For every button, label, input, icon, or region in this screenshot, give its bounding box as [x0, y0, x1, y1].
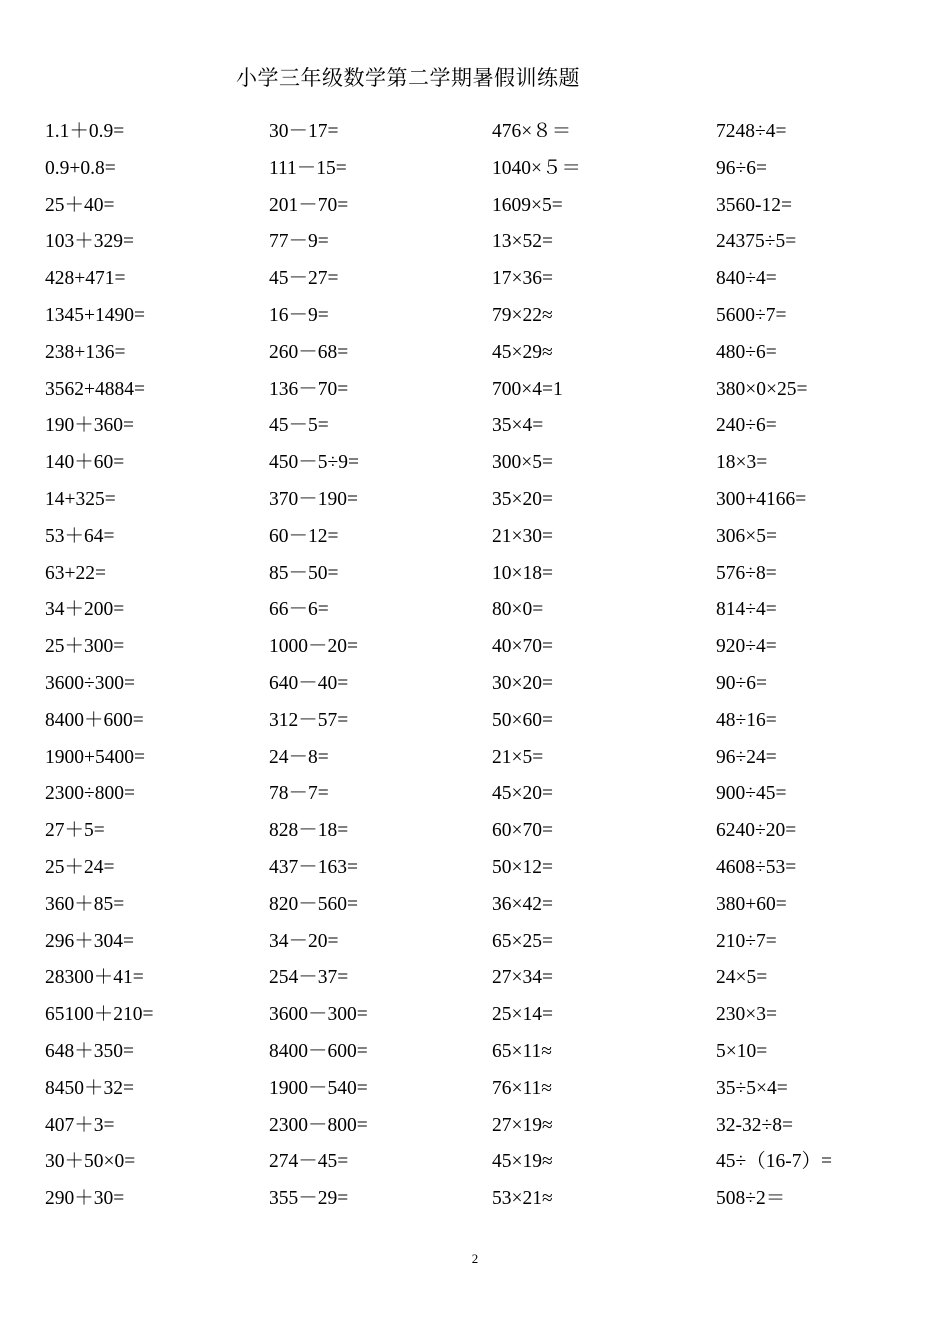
- arithmetic-problem: 0.9+0.8=: [45, 157, 116, 179]
- arithmetic-problem: 79×22≈: [492, 304, 553, 326]
- arithmetic-problem: 103＋329=: [45, 231, 134, 253]
- arithmetic-problem: 140＋60=: [45, 452, 125, 474]
- arithmetic-problem: 53×21≈: [492, 1188, 553, 1210]
- arithmetic-problem: 50×60=: [492, 709, 553, 731]
- arithmetic-problem: 1609×5=: [492, 194, 563, 216]
- arithmetic-problem: 27＋5=: [45, 820, 105, 842]
- arithmetic-problem: 2300÷800=: [45, 783, 135, 805]
- arithmetic-problem: 14+325=: [45, 488, 116, 510]
- arithmetic-problem: 508÷2＝: [716, 1188, 786, 1210]
- arithmetic-problem: 77－9=: [269, 231, 329, 253]
- arithmetic-problem: 60×70=: [492, 820, 553, 842]
- arithmetic-problem: 274－45=: [269, 1151, 349, 1173]
- page-number: 2: [471, 1251, 479, 1266]
- arithmetic-problem: 640－40=: [269, 672, 349, 694]
- arithmetic-problem: 1.1＋0.9=: [45, 121, 125, 142]
- arithmetic-problem: 136－70=: [269, 378, 349, 400]
- arithmetic-problem: 24－8=: [269, 746, 329, 768]
- arithmetic-problem: 407＋3=: [45, 1114, 115, 1136]
- arithmetic-problem: 18×3=: [716, 452, 768, 474]
- arithmetic-problem: 30×20=: [492, 672, 553, 694]
- arithmetic-problem: 65×11≈: [492, 1040, 552, 1062]
- arithmetic-problem: 96÷6=: [716, 157, 767, 179]
- page-title: 小学三年级数学第二学期暑假训练题: [236, 66, 580, 90]
- arithmetic-problem: 201－70=: [269, 194, 349, 216]
- problem-column-3: [492, 114, 581, 1218]
- arithmetic-problem: 25＋24=: [45, 856, 115, 878]
- arithmetic-problem: 27×34=: [492, 967, 553, 989]
- arithmetic-problem: 2300－800=: [269, 1114, 368, 1136]
- arithmetic-problem: 6240÷20=: [716, 820, 797, 842]
- arithmetic-problem: 1040×５＝: [492, 157, 581, 179]
- arithmetic-problem: 450－5÷9=: [269, 452, 359, 474]
- arithmetic-problem: 65100＋210=: [45, 1004, 154, 1026]
- arithmetic-problem: 254－37=: [269, 967, 349, 989]
- arithmetic-problem: 17×36=: [492, 268, 553, 290]
- arithmetic-problem: 35×20=: [492, 488, 553, 510]
- arithmetic-problem: 13×52=: [492, 231, 553, 253]
- arithmetic-problem: 10×18=: [492, 562, 553, 584]
- arithmetic-problem: 238+136=: [45, 341, 126, 363]
- arithmetic-problem: 85－50=: [269, 562, 339, 584]
- arithmetic-problem: 296＋304=: [45, 930, 134, 952]
- arithmetic-problem: 8400－600=: [269, 1040, 368, 1062]
- arithmetic-problem: 80×0=: [492, 599, 544, 621]
- arithmetic-problem: 1900－540=: [269, 1077, 368, 1099]
- arithmetic-problem: 820－560=: [269, 893, 358, 915]
- arithmetic-problem: 312－57=: [269, 709, 349, 731]
- arithmetic-problem: 648＋350=: [45, 1040, 134, 1062]
- arithmetic-problem: 306×5=: [716, 525, 777, 547]
- arithmetic-problem: 45－27=: [269, 268, 339, 290]
- arithmetic-problem: 1900+5400=: [45, 746, 145, 768]
- arithmetic-problem: 25＋40=: [45, 194, 115, 216]
- arithmetic-problem: 437－163=: [269, 856, 358, 878]
- arithmetic-problem: 380+60=: [716, 893, 787, 915]
- arithmetic-problem: 60－12=: [269, 525, 339, 547]
- arithmetic-problem: 24×5=: [716, 967, 768, 989]
- arithmetic-problem: 27×19≈: [492, 1114, 553, 1136]
- arithmetic-problem: 1000－20=: [269, 636, 358, 658]
- arithmetic-problem: 34－20=: [269, 930, 339, 952]
- arithmetic-problem: 428+471=: [45, 268, 126, 290]
- arithmetic-problem: 3600－300=: [269, 1004, 368, 1026]
- arithmetic-problem: 900÷45=: [716, 783, 787, 805]
- arithmetic-problem: 5×10=: [716, 1040, 768, 1062]
- arithmetic-problem: 40×70=: [492, 636, 553, 658]
- arithmetic-problem: 45×29≈: [492, 341, 553, 363]
- arithmetic-problem: 300+4166=: [716, 488, 807, 510]
- arithmetic-problem: 21×5=: [492, 746, 544, 768]
- arithmetic-problem: 65×25=: [492, 930, 553, 952]
- arithmetic-problem: 480÷6=: [716, 341, 777, 363]
- arithmetic-problem: 4608÷53=: [716, 856, 797, 878]
- arithmetic-problem: 45×19≈: [492, 1151, 553, 1173]
- arithmetic-problem: 53＋64=: [45, 525, 115, 547]
- arithmetic-problem: 290＋30=: [45, 1188, 125, 1210]
- arithmetic-problem: 5600÷7=: [716, 304, 787, 326]
- arithmetic-problem: 8400＋600=: [45, 709, 144, 731]
- arithmetic-problem: 32-32÷8=: [716, 1114, 793, 1136]
- arithmetic-problem: 355－29=: [269, 1188, 349, 1210]
- arithmetic-problem: 48÷16=: [716, 709, 777, 731]
- arithmetic-problem: 30－17=: [269, 121, 339, 142]
- arithmetic-problem: 260－68=: [269, 341, 349, 363]
- arithmetic-problem: 700×4=1: [492, 378, 563, 400]
- arithmetic-problem: 36×42=: [492, 893, 553, 915]
- arithmetic-problem: 3560-12=: [716, 194, 792, 216]
- arithmetic-problem: 66－6=: [269, 599, 329, 621]
- arithmetic-problem: 476×８＝: [492, 121, 572, 142]
- arithmetic-problem: 210÷7=: [716, 930, 777, 952]
- arithmetic-problem: 34＋200=: [45, 599, 125, 621]
- problem-column-1: [45, 114, 154, 1218]
- arithmetic-problem: 1345+1490=: [45, 304, 145, 326]
- arithmetic-problem: 90÷6=: [716, 672, 767, 694]
- problem-column-2: [269, 114, 368, 1218]
- arithmetic-problem: 30＋50×0=: [45, 1151, 136, 1173]
- arithmetic-problem: 16－9=: [269, 304, 329, 326]
- arithmetic-problem: 35÷5×4=: [716, 1077, 788, 1099]
- arithmetic-problem: 45－5=: [269, 415, 329, 437]
- arithmetic-problem: 920÷4=: [716, 636, 777, 658]
- arithmetic-problem: 78－7=: [269, 783, 329, 805]
- arithmetic-problem: 360＋85=: [45, 893, 125, 915]
- arithmetic-problem: 3600÷300=: [45, 672, 135, 694]
- arithmetic-problem: 21×30=: [492, 525, 553, 547]
- arithmetic-problem: 840÷4=: [716, 268, 777, 290]
- arithmetic-problem: 828－18=: [269, 820, 349, 842]
- arithmetic-problem: 380×0×25=: [716, 378, 808, 400]
- arithmetic-problem: 76×11≈: [492, 1077, 552, 1099]
- arithmetic-problem: 8450＋32=: [45, 1077, 134, 1099]
- arithmetic-problem: 45÷（16-7）=: [716, 1151, 832, 1173]
- arithmetic-problem: 111－15=: [269, 157, 347, 179]
- arithmetic-problem: 3562+4884=: [45, 378, 145, 400]
- arithmetic-problem: 7248÷4=: [716, 121, 787, 142]
- arithmetic-problem: 35×4=: [492, 415, 544, 437]
- arithmetic-problem: 300×5=: [492, 452, 553, 474]
- arithmetic-problem: 50×12=: [492, 856, 553, 878]
- arithmetic-problem: 25＋300=: [45, 636, 125, 658]
- arithmetic-problem: 230×3=: [716, 1004, 777, 1026]
- arithmetic-problem: 190＋360=: [45, 415, 134, 437]
- arithmetic-problem: 96÷24=: [716, 746, 777, 768]
- arithmetic-problem: 240÷6=: [716, 415, 777, 437]
- arithmetic-problem: 63+22=: [45, 562, 106, 584]
- arithmetic-problem: 814÷4=: [716, 599, 777, 621]
- problem-column-4: [716, 114, 832, 1218]
- arithmetic-problem: 28300＋41=: [45, 967, 144, 989]
- arithmetic-problem: 576÷8=: [716, 562, 777, 584]
- arithmetic-problem: 370－190=: [269, 488, 358, 510]
- arithmetic-problem: 24375÷5=: [716, 231, 797, 253]
- arithmetic-problem: 25×14=: [492, 1004, 553, 1026]
- arithmetic-problem: 45×20=: [492, 783, 553, 805]
